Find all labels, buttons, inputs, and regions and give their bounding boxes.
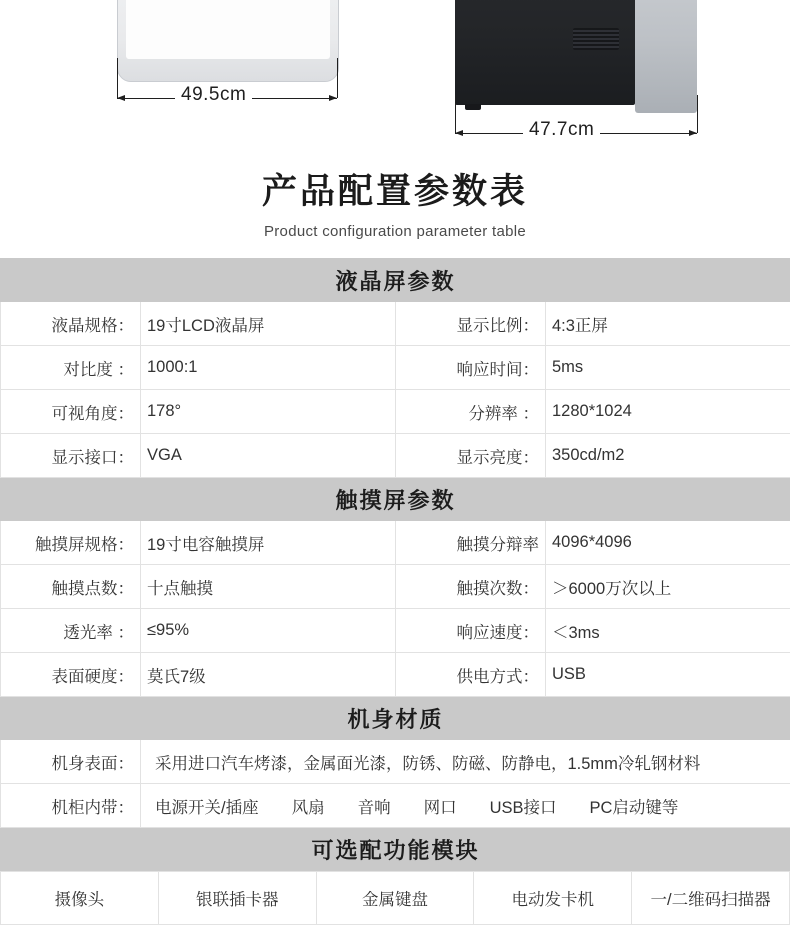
table-row [1, 609, 790, 653]
section-header-body-label: 机身材质 [1, 697, 790, 740]
product-photo-side [395, 0, 790, 158]
table-row [1, 521, 790, 565]
spec-label: 显示亮度： [396, 434, 546, 478]
monitor-white-body [117, 0, 339, 82]
spec-label: 显示比例： [396, 302, 546, 346]
dimension-guide-right [697, 95, 698, 133]
section-header-body [1, 697, 790, 740]
spec-table [0, 258, 790, 871]
spec-value: 19寸LCD液晶屏 [141, 302, 396, 346]
machine-side-panel [635, 0, 697, 113]
table-row [1, 565, 790, 609]
machine-foot [465, 104, 481, 110]
spec-label: 分辨率 ： [396, 390, 546, 434]
spec-label: 机身表面： [1, 740, 141, 784]
spec-value: 十点触摸 [141, 565, 396, 609]
spec-label: 对比度 ： [1, 346, 141, 390]
table-row [1, 302, 790, 346]
monitor-white-screen [126, 0, 330, 59]
spec-label: 机柜内带： [1, 784, 141, 828]
module-cell: 银联插卡器 [158, 872, 316, 925]
spec-value: USB [546, 653, 790, 697]
page-subtitle: Product configuration parameter table [0, 223, 790, 240]
section-header-lcd [1, 259, 790, 302]
spec-value: 350cd/m2 [546, 434, 790, 478]
spec-label: 响应速度： [396, 609, 546, 653]
vent-grille-icon [573, 28, 619, 50]
section-header-modules [1, 828, 790, 871]
page-title: 产品配置参数表 [0, 168, 790, 215]
product-photo-area [0, 0, 790, 158]
dimension-guide-left [455, 95, 456, 133]
spec-label: 触摸屏规格： [1, 521, 141, 565]
spec-value: ＞6000万次以上 [546, 565, 790, 609]
product-photo-front [0, 0, 395, 158]
spec-value: 1280*1024 [546, 390, 790, 434]
spec-value: 4:3正屏 [546, 302, 790, 346]
dimension-right-label: 47.7cm [523, 119, 600, 141]
section-header-touch [1, 478, 790, 521]
spec-value: 采用进口汽车烤漆，金属面光漆，防锈、防磁、防静电，1.5mm冷轧钢材料 [141, 740, 790, 784]
spec-value: 莫氏7级 [141, 653, 396, 697]
spec-value: 5ms [546, 346, 790, 390]
spec-value: 4096*4096 [546, 521, 790, 565]
module-cell: 一/二维码扫描器 [632, 872, 790, 925]
machine-black-body [455, 0, 635, 105]
table-row [1, 653, 790, 697]
table-row [1, 872, 790, 925]
section-header-modules-label: 可选配功能模块 [1, 828, 790, 871]
module-cell: 电动发卡机 [474, 872, 632, 925]
table-row [1, 390, 790, 434]
optional-modules-table [0, 871, 790, 925]
spec-label: 触摸分辩率 [396, 521, 546, 565]
spec-label: 可视角度： [1, 390, 141, 434]
spec-label: 透光率 ： [1, 609, 141, 653]
section-header-touch-label: 触摸屏参数 [1, 478, 790, 521]
dimension-left-label: 49.5cm [175, 84, 252, 106]
spec-value: 178° [141, 390, 396, 434]
spec-label: 触摸次数： [396, 565, 546, 609]
spec-value: ≤95% [141, 609, 396, 653]
module-cell: 摄像头 [1, 872, 159, 925]
table-row [1, 784, 790, 828]
spec-label: 液晶规格： [1, 302, 141, 346]
spec-value: 电源开关/插座 风扇 音响 网口 USB接口 PC启动键等 [141, 784, 790, 828]
spec-value: ＜3ms [546, 609, 790, 653]
spec-value: 1000:1 [141, 346, 396, 390]
table-row [1, 740, 790, 784]
table-row [1, 434, 790, 478]
spec-label: 响应时间： [396, 346, 546, 390]
spec-label: 触摸点数： [1, 565, 141, 609]
dimension-guide-left [117, 58, 118, 98]
spec-value: 19寸电容触摸屏 [141, 521, 396, 565]
spec-label: 表面硬度： [1, 653, 141, 697]
spec-value: VGA [141, 434, 396, 478]
title-block [0, 158, 790, 240]
module-cell: 金属键盘 [316, 872, 474, 925]
section-header-lcd-label: 液晶屏参数 [1, 259, 790, 302]
dimension-guide-right [337, 58, 338, 98]
table-row [1, 346, 790, 390]
spec-label: 供电方式： [396, 653, 546, 697]
spec-label: 显示接口： [1, 434, 141, 478]
